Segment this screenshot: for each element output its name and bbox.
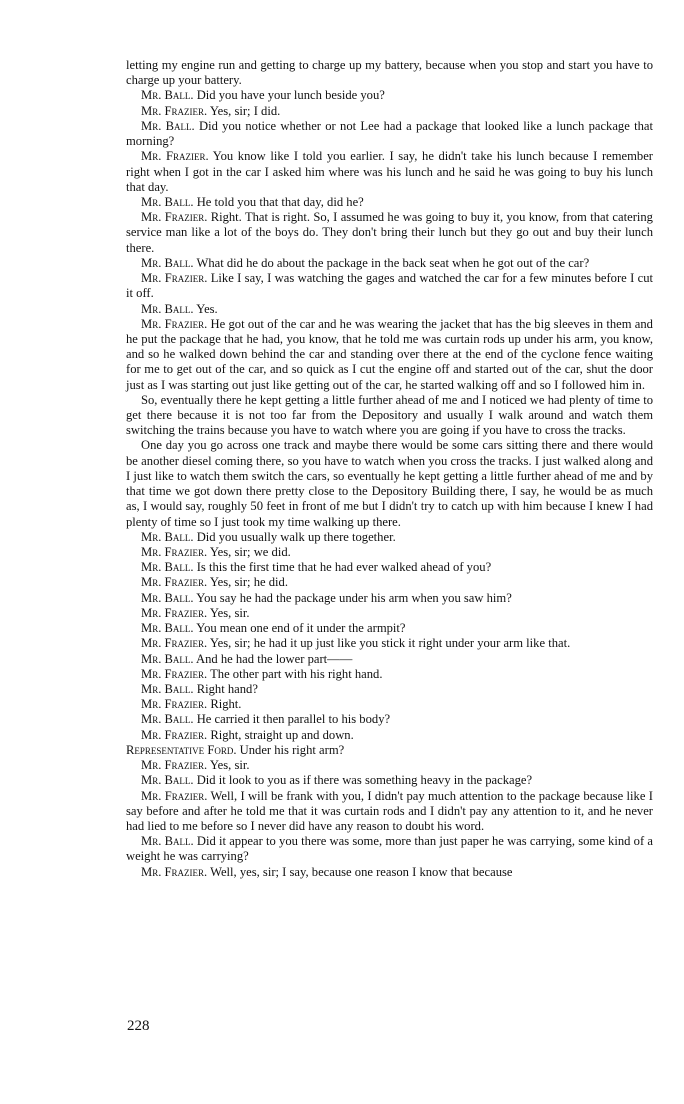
paragraph-text: Yes, sir. [209,605,250,620]
paragraph [126,271,653,301]
paragraph-text: Did it appear to you there was some, more than just paper he was carrying, some kind of a weight he was carrying? [126,834,653,864]
paragraph-text: What did he do about the package in the back seat when he got out of the car? [196,255,590,270]
paragraph-text: Right. That is right. So, I assumed he was going to buy it, you know, from that catering service man like a lot of the boys do. They don't bring their lunch but they go out and buy their lunch there. [126,210,653,255]
paragraph [126,88,653,103]
paragraph-text: So, eventually there he kept getting a little further ahead of me and I noticed we had plenty of time to get there because it is not too far from the Depository and usually I walk around and watch them switching the trains because you have to watch where you are going if you have to cross the tracks. [126,392,653,438]
paragraph [126,560,653,575]
paragraph-text: He told you that that day, did he? [196,194,364,209]
speaker-label: Mr. Ball. [141,834,194,849]
paragraph [126,697,653,712]
speaker-label: Mr. Ball. [141,529,194,544]
paragraph [126,621,653,636]
paragraph [126,58,653,88]
speaker-label: Mr. Ball. [141,590,194,605]
transcript-page [126,58,653,880]
paragraph [126,256,653,271]
paragraph-text: Yes, sir; I did. [209,103,281,118]
speaker-label: Mr. Frazier. [141,149,209,164]
paragraph [126,149,653,195]
paragraph-text: One day you go across one track and maybe there would be some cars sitting there and there would be another diesel coming there, so you have to watch when you cross the tracks. I just walked along and I just like to watch them switch the cars, so eventually he kept getting a little further ahead of me and by that time we got down there pretty close to the Depository Building there, I say, he would be as much as, I would say, roughly 50 feet in front of me but I didn't try to catch up with him because I knew I had plenty of time so I just took my time walking up there. [126,438,653,529]
paragraph [126,393,653,439]
speaker-label: Mr. Frazier. [141,103,208,118]
page-number: 228 [127,1018,150,1034]
paragraph [126,317,653,393]
paragraph-text: The other part with his right hand. [210,666,383,681]
speaker-label: Mr. Ball. [141,301,194,316]
speaker-label: Mr. Ball. [141,773,194,788]
paragraph-text: Well, yes, sir; I say, because one reason I know that because [210,864,513,879]
paragraph-text: Like I say, I was watching the gages and watched the car for a few minutes before I cut it off. [126,271,654,301]
paragraph [126,636,653,651]
speaker-label: Mr. Ball. [141,681,194,696]
paragraph-text: Right hand? [196,681,258,696]
paragraph [126,606,653,621]
paragraph-text: Yes, sir. [209,758,250,773]
speaker-label: Mr. Ball. [141,560,194,575]
speaker-label: Mr. Frazier. [141,864,208,879]
paragraph-text: Right, straight up and down. [210,727,354,742]
paragraph-text: You say he had the package under his arm when you saw him? [196,590,512,605]
speaker-label: Mr. Frazier. [141,758,208,773]
speaker-label: Mr. Ball. [141,118,195,133]
speaker-label: Mr. Frazier. [141,575,208,590]
speaker-label: Mr. Frazier. [141,636,208,651]
paragraph-text: He carried it then parallel to his body? [196,712,391,727]
speaker-label: Mr. Ball. [141,88,194,103]
paragraph-text: Did it look to you as if there was something heavy in the package? [196,773,533,788]
speaker-label: Mr. Ball. [141,621,194,636]
paragraph-text: You know like I told you earlier. I say, he didn't take his lunch because I remember right when I got in the car I asked him where was his lunch and he said he was going to buy his lunch that day. [126,149,654,194]
paragraph-text: Well, I will be frank with you, I didn't pay much attention to the package because like I say before and after he told me that it was curtain rods and I didn't pay any attention to it, and he never had lied to me before so I never did have any reason to doubt his word. [126,788,653,833]
paragraph [126,119,653,149]
paragraph [126,530,653,545]
speaker-label: Mr. Frazier. [141,727,208,742]
paragraph [126,834,653,864]
speaker-label: Mr. Ball. [141,255,194,270]
paragraph [126,575,653,590]
paragraph [126,667,653,682]
speaker-label: Mr. Ball. [141,651,194,666]
paragraph [126,682,653,697]
paragraph [126,712,653,727]
paragraph [126,104,653,119]
paragraph-text: Yes, sir; he had it up just like you stick it right under your arm like that. [209,636,571,651]
paragraph [126,545,653,560]
paragraph [126,789,653,835]
paragraph-text: Did you usually walk up there together. [196,529,396,544]
paragraph [126,728,653,743]
speaker-label: Mr. Frazier. [141,697,208,712]
paragraph-text: Did you have your lunch beside you? [196,88,385,103]
paragraph-text: Right. [210,697,242,712]
paragraph [126,195,653,210]
paragraph [126,652,653,667]
speaker-label: Mr. Frazier. [141,210,208,225]
paragraph [126,438,653,529]
paragraph-text: Yes. [196,301,218,316]
speaker-label: Mr. Frazier. [141,316,208,331]
speaker-label: Representative Ford. [126,742,237,757]
speaker-label: Mr. Frazier. [141,271,208,286]
paragraph-text: Yes, sir; we did. [209,545,291,559]
paragraph-text: Is this the first time that he had ever walked ahead of you? [196,560,492,575]
speaker-label: Mr. Frazier. [141,666,208,681]
speaker-label: Mr. Frazier. [141,605,208,620]
speaker-label: Mr. Ball. [141,194,194,209]
paragraph [126,743,653,758]
speaker-label: Mr. Frazier. [141,788,208,803]
paragraph-text: You mean one end of it under the armpit? [196,621,406,636]
speaker-label: Mr. Ball. [141,712,194,727]
paragraph-text: Did you notice whether or not Lee had a package that looked like a lunch package that morning? [126,118,653,149]
speaker-label: Mr. Frazier. [141,545,208,559]
paragraph-text: And he had the lower part—— [196,651,353,666]
paragraph [126,302,653,317]
paragraph-text: He got out of the car and he was wearing the jacket that has the big sleeves in them and he put the package that he had, you know, that he told me was curtain rods up under his arm, you know, and so he walked down behind the car and standing over there at the end of the cyclone fence waiting for me to get out of the car, and so quick as I cut the engine off and started out of the car, shut the door just as I was starting out just like getting out of the car, he started walking off and so I followed him in. [126,316,653,392]
paragraph [126,210,653,256]
paragraph [126,865,653,880]
paragraph-text: Under his right arm? [239,742,345,757]
paragraph [126,591,653,606]
paragraph-text: letting my engine run and getting to charge up my battery, because when you stop and start you have to charge up your battery. [126,58,653,88]
paragraph [126,758,653,773]
paragraph [126,773,653,788]
paragraph-text: Yes, sir; he did. [209,575,288,590]
